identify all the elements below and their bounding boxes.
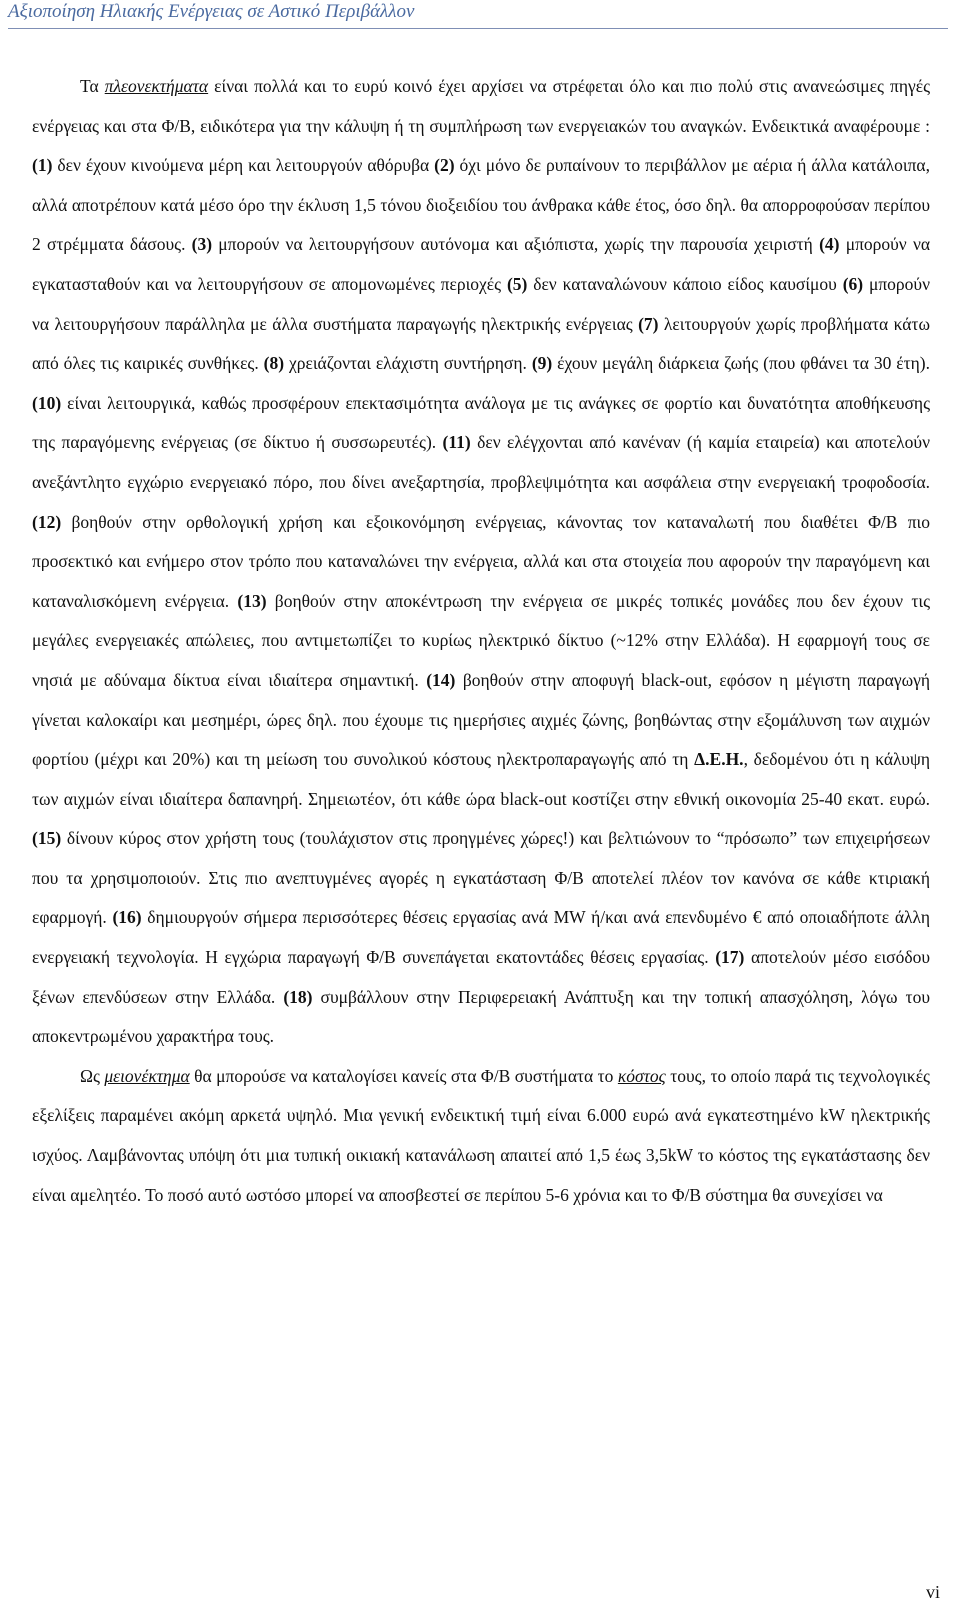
item-number: (7) (638, 313, 659, 334)
item-number: (13) (237, 590, 267, 611)
item-number: (1) (32, 155, 53, 176)
term-cost: κόστος (617, 1065, 666, 1086)
item-number: (6) (842, 273, 864, 294)
item-number: (16) (112, 907, 142, 928)
body-text (32, 67, 930, 1215)
item-number: (9) (531, 353, 553, 374)
item-number: (18) (283, 986, 313, 1007)
item-number: (15) (32, 828, 62, 849)
item-number: (12) (32, 511, 62, 532)
item-number: (11) (442, 432, 471, 453)
item-number: (3) (191, 234, 213, 255)
organization-abbr: Δ.Ε.Η. (694, 749, 744, 770)
item-number: (4) (819, 234, 840, 255)
term-disadvantage: μειονέκτημα (104, 1065, 190, 1086)
item-number: (5) (506, 273, 528, 294)
paragraph-disadvantages: Ως μειονέκτημα θα μπορούσε να καταλογίσει κανείς στα Φ/Β συστήματα το κόστος τους, το οποίο παρά τις τεχνολογικές εξελίξεις παραμένει ακόμη αρκετά υψηλό. Μια γενική ενδεικτική τιμή είναι 6.000 ευρώ ανά εγκατεστημένο kW ηλεκτρικής ισχύος. Λαμβάνοντας υπόψη ότι μια τυπική οικιακή κατανάλωση απαιτεί από 1,5 έως 3,5kW το κόστος της εγκατάστασης δεν είναι αμελητέο. Το ποσό αυτό ωστόσο μπορεί να αποσβεστεί σε περίπου 5-6 χρόνια και το Φ/Β σύστημα θα συνεχίσει να (32, 1065, 930, 1205)
item-number: (2) (434, 155, 455, 176)
term-advantages: πλεονεκτήματα (104, 76, 209, 96)
item-number: (8) (263, 353, 285, 374)
page-number: vi (925, 1582, 940, 1602)
item-number: (10) (32, 392, 62, 413)
item-number: (17) (715, 947, 745, 968)
item-number: (14) (426, 669, 456, 690)
running-header: Αξιοποίηση Ηλιακής Ενέργειας σε Αστικό Περιβάλλον (8, 0, 948, 29)
paragraph-advantages: Τα πλεονεκτήματα είναι πολλά και το ευρύ κοινό έχει αρχίσει να στρέφεται όλο και πιο πολύ στις ανανεώσιμες πηγές ενέργειας και στα Φ/Β, ειδικότερα για την κάλυψη ή τη συμπλήρωση των ενεργειακών του αναγκών. Ενδεικτικά αναφέρουμε : (1) δεν έχουν κινούμενα μέρη και λειτουργούν αθόρυβα (2) όχι μόνο δε ρυπαίνουν το περιβάλλον με αέρια ή άλλα κατάλοιπα, αλλά αποτρέπουν κατά μέσο όρο την έκλυση 1,5 τόνου διοξειδίου του άνθρακα κάθε έτος, όσο δηλ. θα απορροφούσαν περίπου 2 στρέμματα δάσους. (3) μπορούν να λειτουργήσουν αυτόνομα και αξιόπιστα, χωρίς την παρουσία χειριστή (4) μπορούν να εγκατασταθούν και να λειτουργήσουν σε απομονωμένες περιοχές (5) δεν καταναλώνουν κάποιο είδος καυσίμου (6) μπορούν να λειτουργήσουν παράλληλα με άλλα συστήματα παραγωγής ηλεκτρικής ενέργειας (7) λειτουργούν χωρίς προβλήματα κάτω από όλες τις καιρικές συνθήκες. (8) χρειάζονται ελάχιστη συντήρηση. (9) έχουν μεγάλη διάρκεια ζωής (που φθάνει τα 30 έτη). (10) είναι λειτουργικά, καθώς προσφέρουν επεκτασιμότητα ανάλογα με τις ανάγκες σε φορτίο και δυνατότητα αποθήκευσης της παραγόμενης ενέργειας (σε δίκτυο ή συσσωρευτές). (11) δεν ελέγχονται από κανέναν (ή καμία εταιρεία) και αποτελούν ανεξάντλητο εγχώριο ενεργειακό πόρο, που δίνει ανεξαρτησία, προβλεψιμότητα και ασφάλεια στην ενεργειακή τροφοδοσία. (12) βοηθούν στην ορθολογική χρήση και εξοικονόμηση ενέργειας, κάνοντας τον καταναλωτή που διαθέτει Φ/Β πιο προσεκτικό και ενήμερο στον τρόπο που καταναλώνει την ενέργεια, αλλά και στα στοιχεία που αφορούν την παραγόμενη και καταναλισκόμενη ενέργεια. (13) βοηθούν στην αποκέντρωση την ενέργεια σε μικρές τοπικές μονάδες που δεν έχουν τις μεγάλες ενεργειακές απώλειες, που αντιμετωπίζει το κυρίως ηλεκτρικό δίκτυο (~12% στην Ελλάδα). Η εφαρμογή τους σε νησιά με αδύναμα δίκτυα είναι ιδιαίτερα σημαντική. (14) βοηθούν στην αποφυγή black-out, εφόσον η μέγιστη παραγωγή γίνεται καλοκαίρι και μεσημέρι, ώρες δηλ. που έχουμε τις ημερήσιες αιχμές ζώνης, βοηθώντας στην εξομάλυνση των αιχμών φορτίου (μέχρι και 20%) και τη μείωση του συνολικού κόστους ηλεκτροπαραγωγής από τη Δ.Ε.Η., δεδομένου ότι η κάλυψη των αιχμών είναι ιδιαίτερα δαπανηρή. Σημειωτέον, ότι κάθε ώρα black-out κοστίζει στην εθνική οικονομία 25-40 εκατ. ευρώ. (15) δίνουν κύρος στον χρήστη τους (τουλάχιστον στις προηγμένες χώρες!) και βελτιώνουν το “πρόσωπο” των επιχειρήσεων που τα χρησιμοποιούν. Στις πιο ανεπτυγμένες αγορές η εγκατάσταση Φ/Β αποτελεί πλέον τον κανόνα σε κάθε κτιριακή εφαρμογή. (16) δημιουργούν σήμερα περισσότερες θέσεις εργασίας ανά MW ή/και ανά επενδυμένο € από οποιαδήποτε άλλη ενεργειακή τεχνολογία. Η εγχώρια παραγωγή Φ/Β συνεπάγεται εκατοντάδες θέσεις εργασίας. (17) αποτελούν μέσο εισόδου ξένων επενδύσεων στην Ελλάδα. (18) συμβάλλουν στην Περιφερειακή Ανάπτυξη και την τοπική απασχόληση, λόγω του αποκεντρωμένου χαρακτήρα τους. (32, 76, 931, 1047)
